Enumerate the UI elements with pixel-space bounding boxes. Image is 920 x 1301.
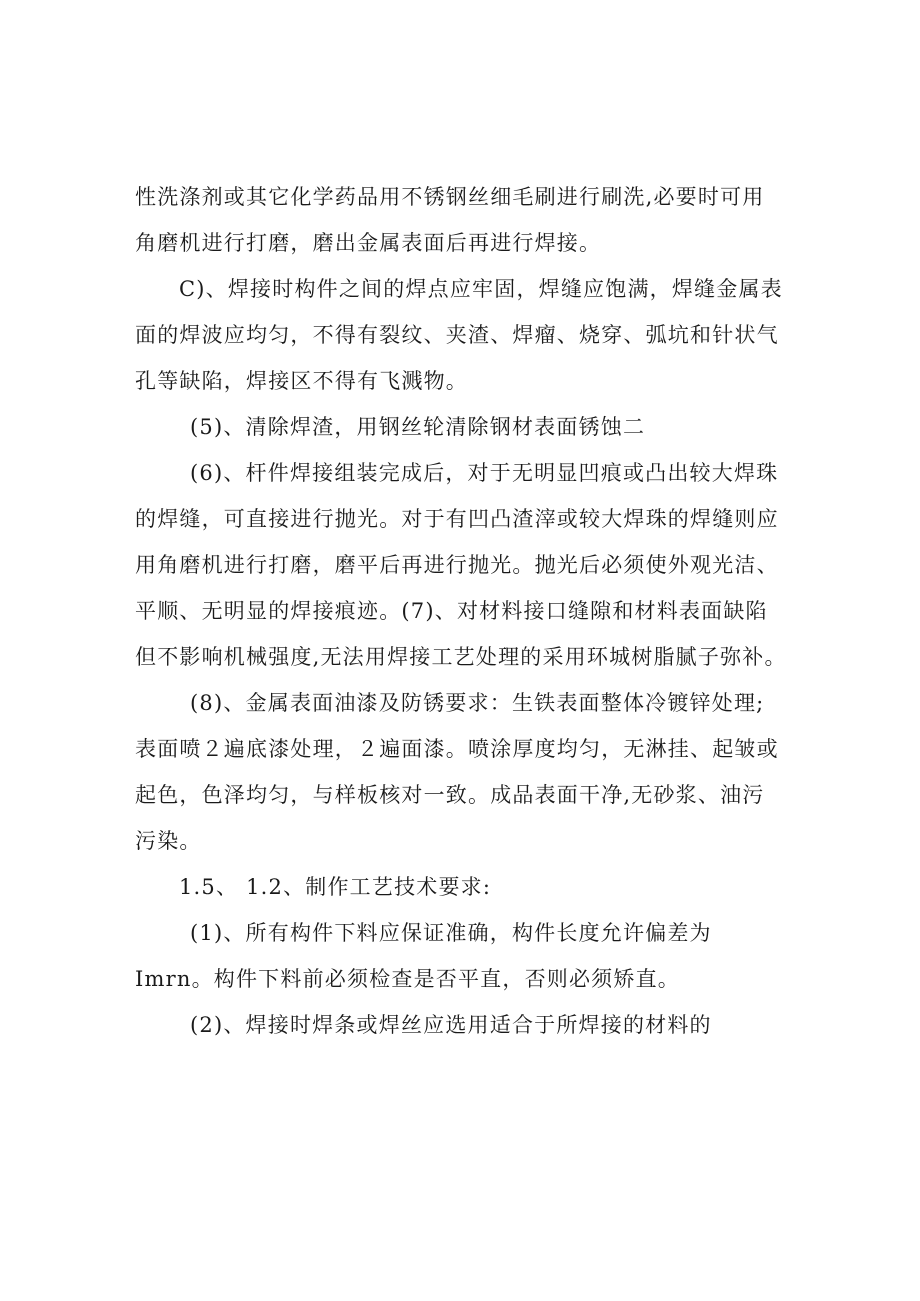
- paragraph-line: C)、焊接时构件之间的焊点应牢固，焊缝应饱满，焊缝金属表: [179, 277, 783, 301]
- paragraph-line: 用角磨机进行打磨，磨平后再进行抛光。抛光后必须使外观光洁、: [135, 553, 779, 577]
- paragraph-line: 表面喷２遍底漆处理，２遍面漆。喷涂厚度均匀，无淋挂、起皱或: [135, 737, 779, 761]
- paragraph-line: (1)、所有构件下料应保证准确，构件长度允许偏差为: [190, 921, 712, 945]
- section-heading: 1.5、 1.2、制作工艺技术要求:: [179, 875, 492, 899]
- paragraph-line: (6)、杆件焊接组装完成后，对于无明显凹痕或凸出较大焊珠: [190, 461, 779, 485]
- paragraph-line: 平顺、无明显的焊接痕迹。(7)、对材料接口缝隙和材料表面缺陷: [135, 599, 768, 623]
- paragraph-line: 性洗涤剂或其它化学药品用不锈钢丝细毛刷进行刷洗,必要时可用: [135, 185, 765, 209]
- paragraph-line: Imrn。构件下料前必须检查是否平直，否则必须矫直。: [135, 967, 680, 991]
- paragraph-line: 起色，色泽均匀，与样板核对一致。成品表面干净,无砂浆、油污: [135, 783, 765, 807]
- paragraph-line: (8)、金属表面油漆及防锈要求：生铁表面整体冷镀锌处理;: [190, 691, 765, 715]
- paragraph-line: 污染。: [135, 829, 202, 853]
- paragraph-line: (2)、焊接时焊条或焊丝应选用适合于所焊接的材料的: [190, 1013, 712, 1037]
- paragraph-line: 孔等缺陷，焊接区不得有飞溅物。: [135, 369, 468, 393]
- paragraph-line: 的焊缝，可直接进行抛光。对于有凹凸渣滓或较大焊珠的焊缝则应: [135, 507, 779, 531]
- paragraph-line: 但不影响机械强度,无法用焊接工艺处理的采用环城树脂腻子弥补。: [135, 645, 787, 669]
- paragraph-line: (5)、清除焊渣，用钢丝轮清除钢材表面锈蚀二: [190, 415, 646, 439]
- paragraph-line: 面的焊波应均匀，不得有裂纹、夹渣、焊瘤、烧穿、弧坑和针状气: [135, 323, 779, 347]
- document-body: [135, 174, 805, 1048]
- paragraph-line: 角磨机进行打磨，磨出金属表面后再进行焊接。: [135, 231, 602, 255]
